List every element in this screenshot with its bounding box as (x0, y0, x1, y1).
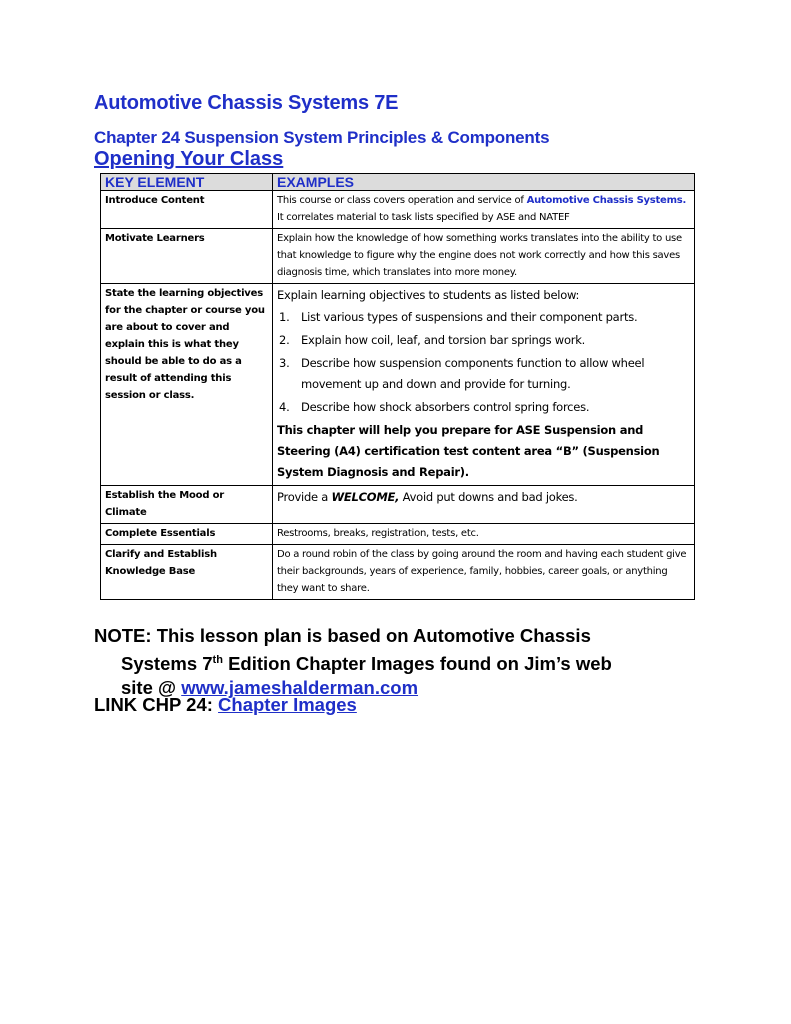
note-superscript: th (212, 654, 223, 666)
key-cell: Establish the Mood or Climate (101, 486, 273, 524)
table-row-introduce-content (101, 191, 695, 229)
example-cell: Do a round robin of the class by going around the room and having each student give their backgrounds, years of experience, family, hobbies, career goals, or anything they want to share. (273, 545, 695, 600)
key-cell: Introduce Content (101, 191, 273, 229)
opening-class-table (100, 173, 695, 600)
example-text: This course or class covers operation and service of (277, 195, 527, 206)
chapter-images-link[interactable]: Chapter Images (218, 694, 357, 715)
section-heading: Opening Your Class (94, 148, 284, 170)
website-link[interactable]: www.jameshalderman.com (181, 677, 419, 699)
list-number: 2. (279, 333, 290, 347)
welcome-emphasis: WELCOME, (331, 490, 400, 504)
list-item (277, 330, 690, 351)
objectives-lead: Explain learning objectives to students as listed below: (277, 288, 580, 302)
chapter-link-label: LINK CHP 24: (94, 694, 219, 715)
list-text: Explain how coil, leaf, and torsion bar springs work. (301, 333, 586, 347)
example-text: It correlates material to task lists specified by ASE and NATEF (277, 212, 570, 223)
chapter-heading: Chapter 24 Suspension System Principles & Components (94, 128, 550, 147)
list-item (277, 353, 690, 395)
example-cell (273, 486, 695, 524)
list-number: 1. (279, 310, 290, 324)
example-text: Provide a (277, 490, 332, 504)
example-text: Avoid put downs and bad jokes. (399, 490, 578, 504)
header-examples: EXAMPLES (273, 174, 695, 191)
example-cell (273, 191, 695, 229)
header-key-element: KEY ELEMENT (101, 174, 273, 191)
list-number: 4. (279, 400, 290, 414)
list-text: Describe how shock absorbers control spring forces. (301, 400, 590, 414)
key-cell: Complete Essentials (101, 524, 273, 545)
key-cell: Motivate Learners (101, 229, 273, 284)
note-text: site @ (121, 677, 182, 699)
key-cell: State the learning objectives for the chapter or course you are about to cover and explain this is what they should be able to do as a result of attending this session or class. (101, 284, 273, 486)
table-row-motivate-learners (101, 229, 695, 284)
note-text: Systems 7 (121, 653, 213, 675)
list-text: Describe how suspension components function to allow wheel movement up and down and provide for turning. (301, 356, 645, 391)
table-row-knowledge-base (101, 545, 695, 600)
note-line (94, 648, 694, 676)
table-header-row (101, 174, 695, 191)
list-number: 3. (279, 356, 290, 370)
note-line: NOTE: This lesson plan is based on Automotive Chassis (94, 625, 591, 646)
example-cell (273, 284, 695, 486)
note-text: Edition Chapter Images found on Jim’s web (222, 653, 612, 675)
list-text: List various types of suspensions and their component parts. (301, 310, 638, 324)
example-cell: Restrooms, breaks, registration, tests, etc. (273, 524, 695, 545)
list-item (277, 307, 690, 328)
example-cell: Explain how the knowledge of how something works translates into the ability to use that knowledge to figure why the engine does not work correctly and how this saves diagnosis time, which translates into more money. (273, 229, 695, 284)
table-row-learning-objectives (101, 284, 695, 486)
document-title: Automotive Chassis Systems 7E (94, 92, 399, 114)
ase-prep-note: This chapter will help you prepare for ASE Suspension and Steering (A4) certification test content area “B” (Suspension System Diagnosis and Repair). (277, 423, 660, 479)
lesson-plan-note (94, 624, 694, 700)
table-row-establish-mood (101, 486, 695, 524)
chapter-link-line (94, 694, 357, 716)
course-name-highlight: Automotive Chassis Systems. (526, 195, 686, 206)
table-row-complete-essentials (101, 524, 695, 545)
key-cell: Clarify and Establish Knowledge Base (101, 545, 273, 600)
list-item (277, 397, 690, 418)
objectives-list (277, 307, 690, 418)
